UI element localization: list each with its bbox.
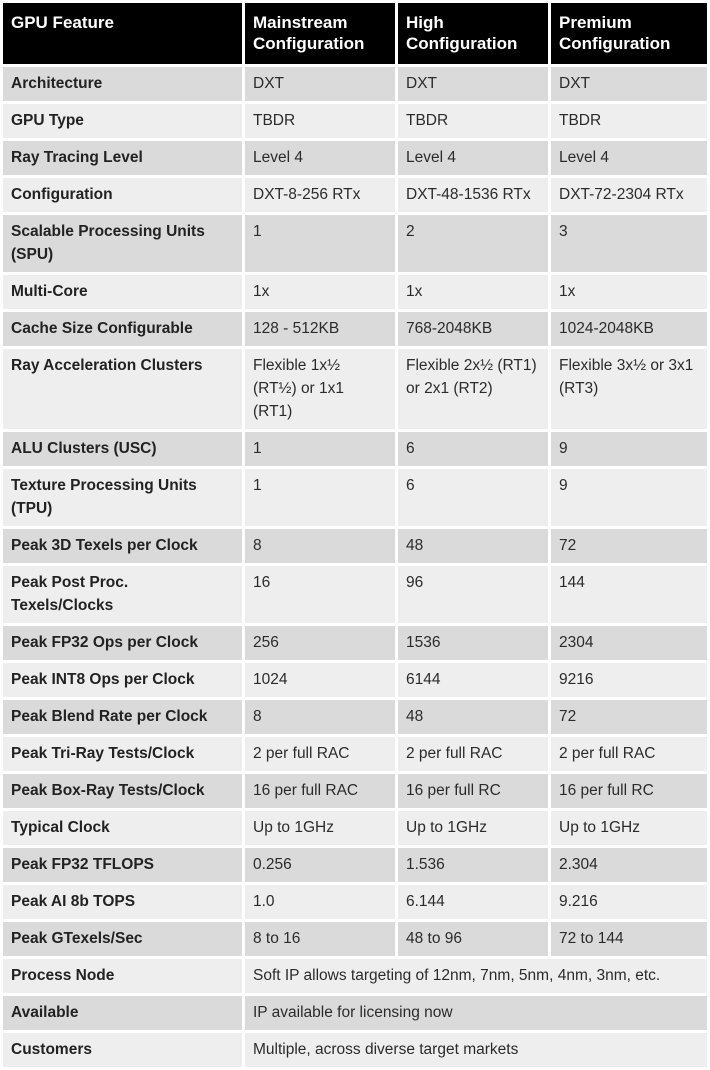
cell-premium: 16 per full RC xyxy=(551,774,707,808)
table-row xyxy=(3,566,707,623)
row-label: Ray Acceleration Clusters xyxy=(3,349,242,429)
cell-mainstream: TBDR xyxy=(245,104,395,138)
table-row xyxy=(3,215,707,272)
table-row xyxy=(3,178,707,212)
table-row xyxy=(3,67,707,101)
row-label: Peak 3D Texels per Clock xyxy=(3,529,242,563)
table-row xyxy=(3,700,707,734)
cell-premium: 9 xyxy=(551,432,707,466)
cell-high: DXT xyxy=(398,67,548,101)
cell-mainstream: 1x xyxy=(245,275,395,309)
cell-premium: 2 per full RAC xyxy=(551,737,707,771)
cell-merged-value: Soft IP allows targeting of 12nm, 7nm, 5nm, 4nm, 3nm, etc. xyxy=(245,959,707,993)
row-label: Peak AI 8b TOPS xyxy=(3,885,242,919)
cell-premium: 1x xyxy=(551,275,707,309)
row-label: Typical Clock xyxy=(3,811,242,845)
table-row xyxy=(3,312,707,346)
cell-mainstream: 1024 xyxy=(245,663,395,697)
cell-premium: 72 xyxy=(551,700,707,734)
cell-mainstream: 8 xyxy=(245,529,395,563)
row-label: Peak Tri-Ray Tests/Clock xyxy=(3,737,242,771)
table-row xyxy=(3,469,707,526)
row-label: ALU Clusters (USC) xyxy=(3,432,242,466)
table-row xyxy=(3,529,707,563)
cell-mainstream: 1 xyxy=(245,432,395,466)
row-label: Peak INT8 Ops per Clock xyxy=(3,663,242,697)
cell-mainstream: DXT xyxy=(245,67,395,101)
header-gpu-feature: GPU Feature xyxy=(3,3,242,64)
cell-high: 16 per full RC xyxy=(398,774,548,808)
row-label: Process Node xyxy=(3,959,242,993)
cell-mainstream: 0.256 xyxy=(245,848,395,882)
table-row xyxy=(3,737,707,771)
row-label: Customers xyxy=(3,1033,242,1067)
table-row xyxy=(3,663,707,697)
cell-high: DXT-48-1536 RTx xyxy=(398,178,548,212)
header-premium-configuration: Premium Configuration xyxy=(551,3,707,64)
cell-premium: DXT xyxy=(551,67,707,101)
cell-premium: 1024-2048KB xyxy=(551,312,707,346)
row-label: Peak GTexels/Sec xyxy=(3,922,242,956)
row-label: Architecture xyxy=(3,67,242,101)
cell-mainstream: 16 per full RAC xyxy=(245,774,395,808)
table-row xyxy=(3,885,707,919)
table-row xyxy=(3,959,707,993)
table-row xyxy=(3,774,707,808)
cell-premium: 3 xyxy=(551,215,707,272)
header-mainstream-configuration: Mainstream Configuration xyxy=(245,3,395,64)
table-row xyxy=(3,922,707,956)
row-label: Peak Box-Ray Tests/Clock xyxy=(3,774,242,808)
cell-mainstream: 16 xyxy=(245,566,395,623)
cell-premium: Up to 1GHz xyxy=(551,811,707,845)
row-label: Configuration xyxy=(3,178,242,212)
cell-high: 6144 xyxy=(398,663,548,697)
cell-high: 6.144 xyxy=(398,885,548,919)
row-label: Peak Blend Rate per Clock xyxy=(3,700,242,734)
cell-high: 6 xyxy=(398,432,548,466)
cell-premium: TBDR xyxy=(551,104,707,138)
cell-high: 48 xyxy=(398,529,548,563)
cell-high: Up to 1GHz xyxy=(398,811,548,845)
table-row xyxy=(3,1033,707,1067)
cell-premium: 9216 xyxy=(551,663,707,697)
cell-mainstream: 1 xyxy=(245,215,395,272)
table-row xyxy=(3,626,707,660)
table-row xyxy=(3,996,707,1030)
cell-mainstream: 256 xyxy=(245,626,395,660)
table-row xyxy=(3,104,707,138)
row-label: Peak FP32 Ops per Clock xyxy=(3,626,242,660)
row-label: Peak Post Proc. Texels/Clocks xyxy=(3,566,242,623)
cell-high: 1536 xyxy=(398,626,548,660)
cell-high: Level 4 xyxy=(398,141,548,175)
row-label: Cache Size Configurable xyxy=(3,312,242,346)
cell-premium: 72 xyxy=(551,529,707,563)
cell-premium: 9.216 xyxy=(551,885,707,919)
cell-mainstream: 8 xyxy=(245,700,395,734)
table-header-row xyxy=(3,3,707,64)
cell-high: 2 per full RAC xyxy=(398,737,548,771)
cell-premium: 2304 xyxy=(551,626,707,660)
cell-high: TBDR xyxy=(398,104,548,138)
table-row xyxy=(3,811,707,845)
cell-mainstream: DXT-8-256 RTx xyxy=(245,178,395,212)
cell-premium: 9 xyxy=(551,469,707,526)
cell-mainstream: 2 per full RAC xyxy=(245,737,395,771)
cell-premium: 72 to 144 xyxy=(551,922,707,956)
cell-high: 96 xyxy=(398,566,548,623)
row-label: Scalable Processing Units (SPU) xyxy=(3,215,242,272)
row-label: Multi-Core xyxy=(3,275,242,309)
cell-high: 48 xyxy=(398,700,548,734)
row-label: Texture Processing Units (TPU) xyxy=(3,469,242,526)
cell-mainstream: Up to 1GHz xyxy=(245,811,395,845)
cell-high: Flexible 2x½ (RT1) or 2x1 (RT2) xyxy=(398,349,548,429)
cell-high: 2 xyxy=(398,215,548,272)
header-high-configuration: High Configuration xyxy=(398,3,548,64)
cell-mainstream: 128 - 512KB xyxy=(245,312,395,346)
row-label: Peak FP32 TFLOPS xyxy=(3,848,242,882)
cell-premium: 2.304 xyxy=(551,848,707,882)
row-label: GPU Type xyxy=(3,104,242,138)
table-row xyxy=(3,141,707,175)
cell-premium: DXT-72-2304 RTx xyxy=(551,178,707,212)
cell-mainstream: 1.0 xyxy=(245,885,395,919)
cell-merged-value: IP available for licensing now xyxy=(245,996,707,1030)
table-row xyxy=(3,275,707,309)
cell-mainstream: Flexible 1x½ (RT½) or 1x1 (RT1) xyxy=(245,349,395,429)
table-row xyxy=(3,432,707,466)
row-label: Ray Tracing Level xyxy=(3,141,242,175)
table-row xyxy=(3,848,707,882)
cell-premium: Level 4 xyxy=(551,141,707,175)
cell-premium: Flexible 3x½ or 3x1 (RT3) xyxy=(551,349,707,429)
cell-mainstream: Level 4 xyxy=(245,141,395,175)
cell-high: 1.536 xyxy=(398,848,548,882)
cell-high: 48 to 96 xyxy=(398,922,548,956)
cell-mainstream: 8 to 16 xyxy=(245,922,395,956)
cell-merged-value: Multiple, across diverse target markets xyxy=(245,1033,707,1067)
row-label: Available xyxy=(3,996,242,1030)
cell-high: 6 xyxy=(398,469,548,526)
cell-mainstream: 1 xyxy=(245,469,395,526)
table-row xyxy=(3,349,707,429)
cell-premium: 144 xyxy=(551,566,707,623)
cell-high: 768-2048KB xyxy=(398,312,548,346)
cell-high: 1x xyxy=(398,275,548,309)
